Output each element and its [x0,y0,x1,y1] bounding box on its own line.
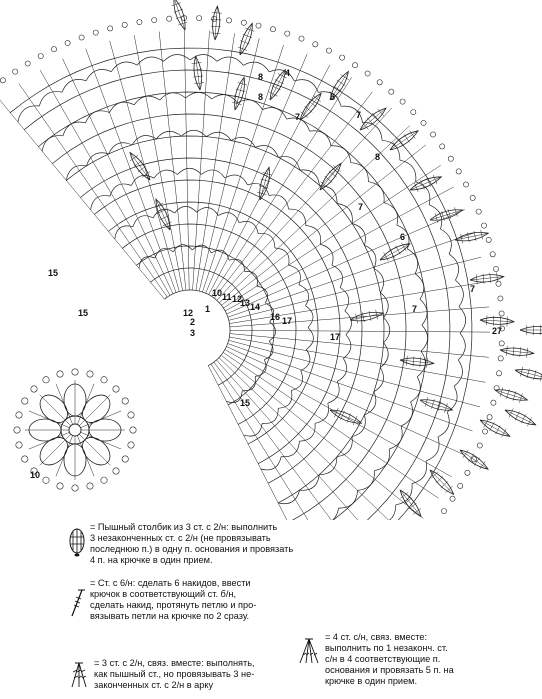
row-number-label: 13 [240,298,251,308]
row-number-label: 15 [240,398,251,408]
row-number-label: 5 [330,92,336,102]
row-number-label: 10 [30,470,41,480]
legend-treble-6 [66,578,356,626]
three-together-text: = 3 ст. с 2/н, связ. вместе: выполнять, как пышный ст., но провязывать 3 не- законченных ст. с 2/н в арку [94,658,255,690]
row-number-label: 4 [285,68,291,78]
legend-four-together [295,632,540,688]
puff-stitch-icon [68,526,86,558]
row-number-label: 27 [492,326,503,336]
four-together-icon [297,636,321,666]
row-number-label: 17 [282,316,293,326]
treble-6-icon [68,588,86,618]
row-number-label: 3 [190,328,196,338]
row-number-label: 10 [212,288,223,298]
row-number-label: 8 [258,72,264,82]
row-number-label: 7 [358,202,364,212]
row-number-label: 12 [183,308,194,318]
row-number-label: 7 [470,284,476,294]
row-number-label: 8 [375,152,381,162]
row-number-label: 14 [250,302,261,312]
row-number-label: 17 [330,332,341,342]
row-number-label: 8 [258,92,264,102]
puff-stitch-text: = Пышный столбик из 3 ст. с 2/н: выполнить 3 незаконченных ст. с 2/н (не провязывать последнюю п.) в одну п. основания и провязать 4 п. на крючке в один прием. [90,522,294,565]
three-together-icon [68,660,90,690]
row-number-label: 7 [295,112,301,122]
row-number-labels [30,68,502,480]
row-number-label: 6 [400,232,406,242]
row-number-label: 11 [222,292,232,302]
four-together-text: = 4 ст. с/н, связ. вместе: выполнить по 1 незаконч. ст. с/н в 4 соответствующие п. основания и провязать 5 п. на крючке в один прием. [325,632,454,686]
legend-three-together [66,658,291,696]
row-number-label: 1 [205,304,211,314]
row-number-label: 2 [190,317,196,327]
treble-6-text: = Ст. с 6/н: сделать 6 накидов, ввести крючок в соответствующий ст. б/н, сделать накид, протянуть петлю и про- вязывать петли на крючке по 2 сразу. [90,578,257,621]
row-number-label: 15 [78,308,89,318]
row-number-label: 15 [48,268,59,278]
row-number-label: 12 [232,294,243,304]
row-number-label: 7 [356,110,362,120]
row-number-label: 16 [270,312,281,322]
legend-puff-stitch [66,522,356,572]
row-number-label: 7 [412,304,418,314]
